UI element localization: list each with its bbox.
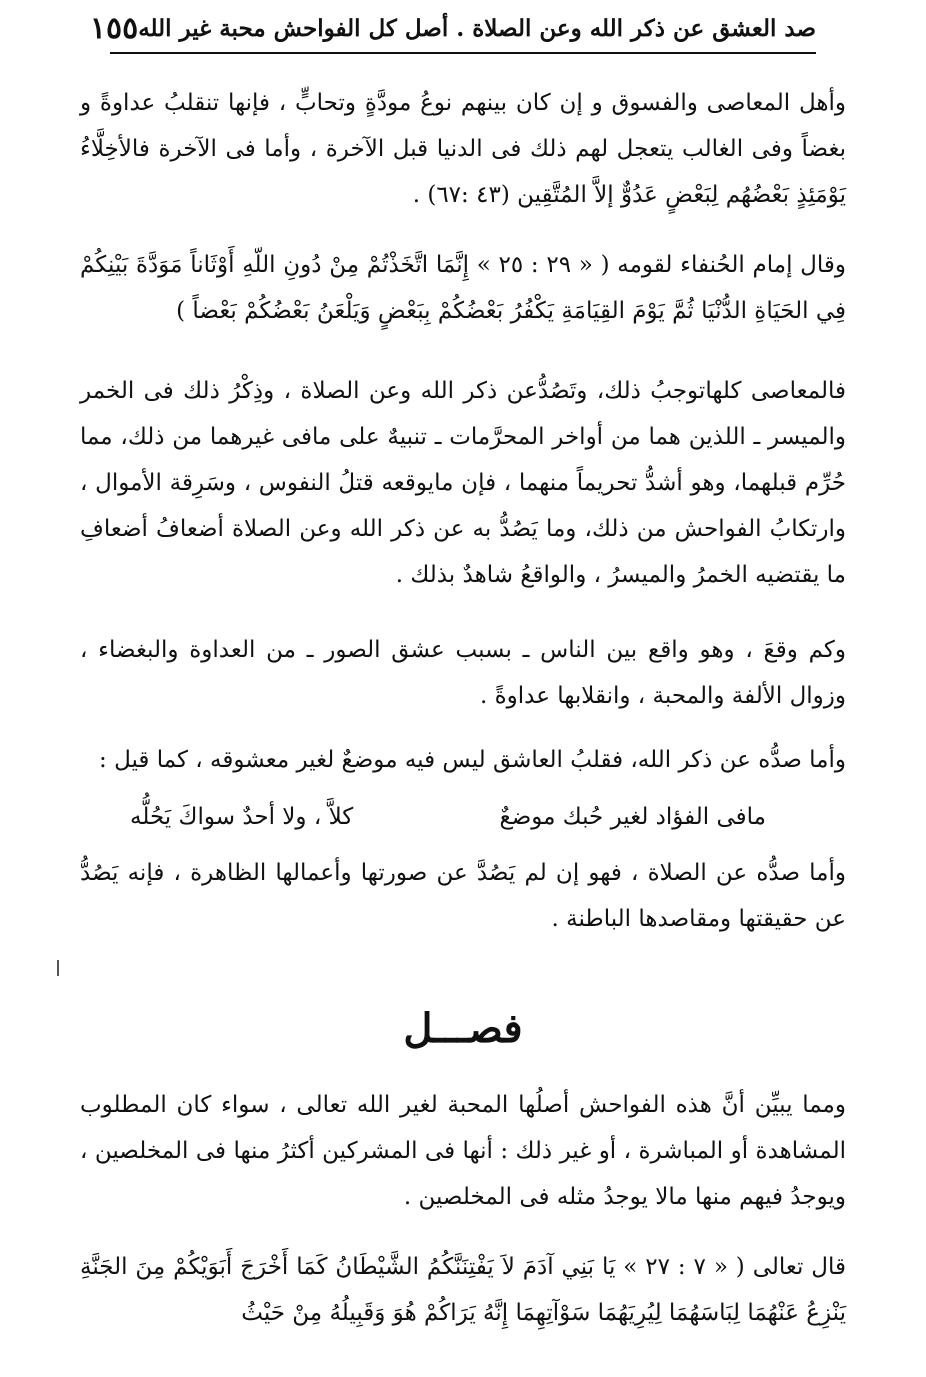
section-paragraph-2: قال تعالى ( « ٧ : ٢٧ » يَا بَنِي آدَمَ لاَ يَفْتِنَنَّكُمُ الشَّيْطَانُ كَمَا أَخْرَجَ أَبَوَيْكُمْ مِنَ الجَنَّةِ يَنْزِعُ عَنْهُمَا لِبَاسَهُمَا لِيُرِيَهُمَا سَوْآتِهِمَا إِنَّهُ يَرَاكُمْ هُوَ وَقَبِيلُهُ مِنْ حَيْثُ [80, 1254, 846, 1326]
section-heading: فصـــل [403, 1005, 523, 1052]
paragraph-6: وأما صدُّه عن الصلاة ، فهو إن لم يَصُدَّ عن صورتها وأعمالها الظاهرة ، فإنه يَصُدُّ عن حقيقتها ومقاصدها الباطنة . [80, 860, 846, 932]
section-paragraph-1: ومما يبيِّن أنَّ هذه الفواحش أصلُها المحبة لغير الله تعالى ، سواء كان المطلوب المشاهدة أو المباشرة ، أو غير ذلك : أنها فى المشركين أكثرُ منها فى المخلصين ، ويوجدُ فيهم منها مالا يوجدُ مثله فى المخلصين . [80, 1092, 846, 1210]
verse-second-hemistich: كلاَّ ، ولا أحدٌ سواكَ يَحُلُّه [130, 804, 354, 830]
paragraph-3: فالمعاصى كلهاتوجبُ ذلك، وتَصُدُّعن ذكر الله وعن الصلاة ، وذِكْرُ ذلك فى الخمر والميسر ـ اللذين هما من أواخر المحرَّمات ـ تنبيهٌ على مافى غيرهما من ذلك، مما حُرِّم قبلهما، وهو أشدُّ تحريماً منهما ، فإن مايوقعه قتلُ النفوس ، وسَرِقة الأموال ، وارتكابُ الفواحش من ذلك، وما يَصُدُّ به عن ذكر الله وعن الصلاة أضعافُ أضعافِ ما يقتضيه الخمرُ والميسرُ ، والواقعُ شاهدٌ بذلك . [80, 378, 846, 588]
paragraph-4: وكم وقعَ ، وهو واقع بين الناس ـ بسبب عشق الصور ـ من العداوة والبغضاء ، وزوال الألفة والمحبة ، وانقلابها عداوةً . [80, 637, 846, 709]
paragraph-1: وأهل المعاصى والفسوق و إن كان بينهم نوعُ مودَّةٍ وتحابٍّ ، فإنها تنقلبُ عداوةً و بغضاً وفى الغالب يتعجل لهم ذلك فى الدنيا قبل الآخرة ، وأما فى الآخرة فالأخِلَّاءُ يَوْمَئِذٍ بَعْضُهُم لِبَعْضٍ عَدُوٌّ إلاَّ المُتَّقِين (٤٣ :٦٧) . [80, 90, 846, 208]
paragraph-5: وأما صدُّه عن ذكر الله، فقلبُ العاشق ليس فيه موضعٌ لغير معشوقه ، كما قيل : [99, 747, 846, 773]
page-number: ١٥٥ [89, 10, 139, 46]
verse-first-hemistich: مافى الفؤاد لغير حُبك موضعٌ [499, 804, 766, 830]
paragraph-2: وقال إمام الحُنفاء لقومه ( « ٢٩ : ٢٥ » إِنَّمَا اتَّخَذْتُمْ مِنْ دُونِ اللّهِ أَوْثَاناً مَوَدَّةَ بَيْنِكُمْ فِي الحَيَاةِ الدُّنْيَا ثُمَّ يَوْمَ القِيَامَةِ يَكْفُرُ بَعْضُكُمْ بِبَعْضٍ وَيَلْعَنُ بَعْضُكُمْ بَعْضاً ) [80, 252, 846, 324]
header-rule [110, 52, 816, 54]
running-title: صد العشق عن ذكر الله وعن الصلاة . أصل كل الفواحش محبة غير الله [138, 14, 816, 42]
poetry-verse [130, 794, 766, 840]
running-header [89, 8, 816, 48]
margin-mark [57, 960, 59, 976]
